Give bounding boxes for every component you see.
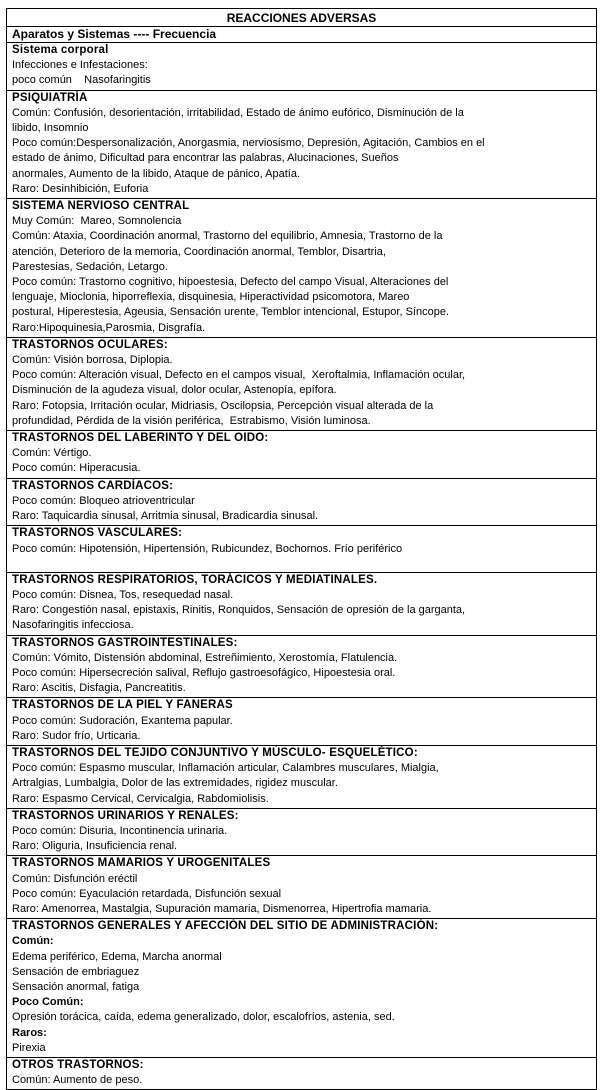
reaction-line: Opresión torácica, caída, edema generalizado, dolor, escalofríos, astenia, sed.	[12, 1011, 395, 1024]
reaction-line: Sensación anormal, fatiga	[12, 980, 140, 993]
section-title: TRASTORNOS OCULARES:	[12, 338, 168, 351]
reaction-line: Poco común: Trastorno cognitivo, hipoestesia, Defecto del campo Visual, Alteraciones del	[12, 276, 449, 289]
table-row	[7, 573, 596, 636]
reaction-line: Raro: Espasmo Cervical, Cervicalgia, Rabdomiolisis.	[12, 792, 269, 805]
reaction-line: Pirexia	[12, 1041, 46, 1054]
reaction-line: Raro: Desinhibición, Euforia	[12, 182, 149, 195]
reaction-line: Disminución de la agudeza visual, dolor ocular, Astenopía, epífora.	[12, 384, 337, 397]
section-title: TRASTORNOS DEL TEJIDO CONJUNTIVO Y MÚSCULO- ESQUELÉTICO:	[12, 746, 418, 759]
reaction-line: Común: Confusión, desorientación, irritabilidad, Estado de ánimo eufórico, Disminución de la	[12, 106, 464, 119]
reaction-line: Raro: Oliguria, Insuficiencia renal.	[12, 840, 178, 853]
reaction-line: Parestesias, Sedación, Letargo.	[12, 260, 168, 273]
reaction-line: Poco común: Espasmo muscular, Inflamación articular, Calambres musculares, Mialgia,	[12, 762, 439, 775]
table-row	[7, 91, 596, 199]
table-row	[7, 43, 596, 91]
reaction-line: lenguaje, Mioclonia, hiporreflexia, disquinesia, Hiperactividad psicomotora, Mareo	[12, 291, 410, 304]
reaction-line: Raro: Congestión nasal, epistaxis, Rinitis, Ronquidos, Sensación de opresión de la garganta,	[12, 604, 466, 617]
section-title: TRASTORNOS MAMARIOS Y UROGENITALES	[12, 857, 271, 870]
reaction-line: estado de ánimo, Dificultad para encontrar las palabras, Alucinaciones, Sueños	[12, 152, 399, 165]
table-row	[7, 431, 596, 479]
reaction-line: Raro:Hipoquinesia,Parosmia, Disgrafía.	[12, 321, 206, 334]
reaction-line: Poco común: Eyaculación retardada, Disfunción sexual	[12, 887, 282, 900]
table-row	[7, 856, 596, 919]
section-title: Sistema corporal	[12, 44, 109, 56]
reaction-line: Raro: Ascitis, Disfagia, Pancreatitis.	[12, 682, 186, 695]
reaction-line: Común: Vómito, Distensión abdominal, Estreñimiento, Xerostomía, Flatulencia.	[12, 651, 398, 664]
reaction-line: anormales, Aumento de la libido, Ataque de pánico, Apatía.	[12, 167, 301, 180]
reaction-line: Muy Común: Mareo, Somnolencia	[12, 215, 182, 228]
reaction-line: Poco común:Despersonalización, Anorgasmia, nerviosismo, Depresión, Agitación, Cambios en el	[12, 137, 485, 150]
reaction-line: Raro: Fotopsia, Irritación ocular, Midriasis, Oscilopsia, Percepción visual alterada de la	[12, 399, 434, 412]
table-row	[7, 636, 596, 699]
reaction-line: atención, Deterioro de la memoria, Coordinación anormal, Temblor, Disartria,	[12, 245, 386, 258]
reaction-line: Raro: Amenorrea, Mastalgia, Supuración mamaria, Dismenorrea, Hipertrofia mamaria.	[12, 902, 432, 915]
reaction-line: Artralgias, Lumbalgia, Dolor de las extremidades, rigidez muscular.	[12, 777, 338, 790]
section-title: TRASTORNOS GENERALES Y AFECCIÓN DEL SITIO DE ADMINISTRACIÓN:	[12, 920, 439, 933]
reaction-line: Poco común: Bloqueo atrioventricular	[12, 494, 195, 507]
table-subtitle: Aparatos y Sistemas ---- Frecuencia	[7, 27, 596, 43]
table-row	[7, 698, 596, 746]
reaction-line: Poco común: Hipotensión, Hipertensión, Rubicundez, Bochornos. Frío periférico	[12, 542, 403, 555]
reaction-line: Poco común: Disnea, Tos, resequedad nasal.	[12, 588, 234, 601]
table-row	[7, 809, 596, 857]
section-title: PSIQUIATRÍA	[12, 91, 88, 104]
reaction-line: Edema periférico, Edema, Marcha anormal	[12, 950, 222, 963]
frequency-label: Poco Común:	[12, 996, 84, 1009]
table-row	[7, 746, 596, 809]
table-row	[7, 338, 596, 431]
reaction-line: Común: Ataxia, Coordinación anormal, Trastorno del equilibrio, Amnesia, Trastorno de la	[12, 230, 443, 243]
section-title: SISTEMA NERVIOSO CENTRAL	[12, 200, 190, 213]
reaction-line: Poco común: Sudoración, Exantema papular.	[12, 714, 233, 727]
section-title: TRASTORNOS CARDÍACOS:	[12, 479, 174, 492]
blank-spacer	[12, 557, 591, 571]
reaction-line: Infecciones e Infestaciones:	[12, 59, 148, 72]
reaction-line: Nasofaringitis infecciosa.	[12, 619, 134, 632]
reaction-line: postural, Hiperestesia, Ageusia, Sensación urente, Temblor intencional, Estupor, Síncope.	[12, 306, 450, 319]
reaction-line: Poco común: Hipersecreción salival, Reflujo gastroesofágico, Hipoestesia oral.	[12, 666, 396, 679]
reaction-line: Común: Vértigo.	[12, 447, 92, 460]
adverse-reactions-table	[6, 8, 597, 1090]
table-row	[7, 479, 596, 527]
table-title: REACCIONES ADVERSAS	[7, 9, 596, 27]
section-title: TRASTORNOS DE LA PIEL Y FANERAS	[12, 699, 233, 712]
reaction-line: Poco común: Disuria, Incontinencia urinaria.	[12, 824, 228, 837]
section-title: TRASTORNOS RESPIRATORIOS, TORÁCICOS Y MEDIATINALES.	[12, 573, 378, 586]
reaction-line: libido, Insomnio	[12, 122, 89, 135]
reaction-line: Común: Aumento de peso.	[12, 1074, 143, 1087]
reaction-line: Raro: Sudor frío, Urticaria.	[12, 729, 141, 742]
sections-container	[7, 43, 596, 1089]
reaction-line: Sensación de embriaguez	[12, 965, 140, 978]
frequency-label: Raros:	[12, 1026, 47, 1039]
section-title: TRASTORNOS URINARIOS Y RENALES:	[12, 809, 239, 822]
reaction-line: profundidad, Pérdida de la visión periférica, Estrabismo, Visión luminosa.	[12, 414, 371, 427]
table-row	[7, 1058, 596, 1089]
reaction-line: poco común Nasofaringitis	[12, 74, 151, 87]
reaction-line: Común: Disfunción eréctil	[12, 872, 138, 885]
reaction-line: Poco común: Alteración visual, Defecto en el campos visual, Xeroftalmia, Inflamación ocular,	[12, 369, 466, 382]
table-row	[7, 919, 596, 1058]
reaction-line: Común: Visión borrosa, Diplopia.	[12, 354, 173, 367]
section-title: TRASTORNOS GASTROINTESTINALES:	[12, 636, 238, 649]
table-row	[7, 199, 596, 338]
section-title: TRASTORNOS DEL LABERINTO Y DEL OIDO:	[12, 432, 269, 445]
reaction-line: Poco común: Hiperacusia.	[12, 462, 141, 475]
section-title: OTROS TRASTORNOS:	[12, 1059, 144, 1071]
section-title: TRASTORNOS VASCULARES:	[12, 527, 183, 540]
reaction-line: Raro: Taquicardia sinusal, Arritmia sinusal, Bradicardia sinusal.	[12, 510, 319, 523]
table-row	[7, 526, 596, 572]
frequency-label: Común:	[12, 935, 54, 948]
